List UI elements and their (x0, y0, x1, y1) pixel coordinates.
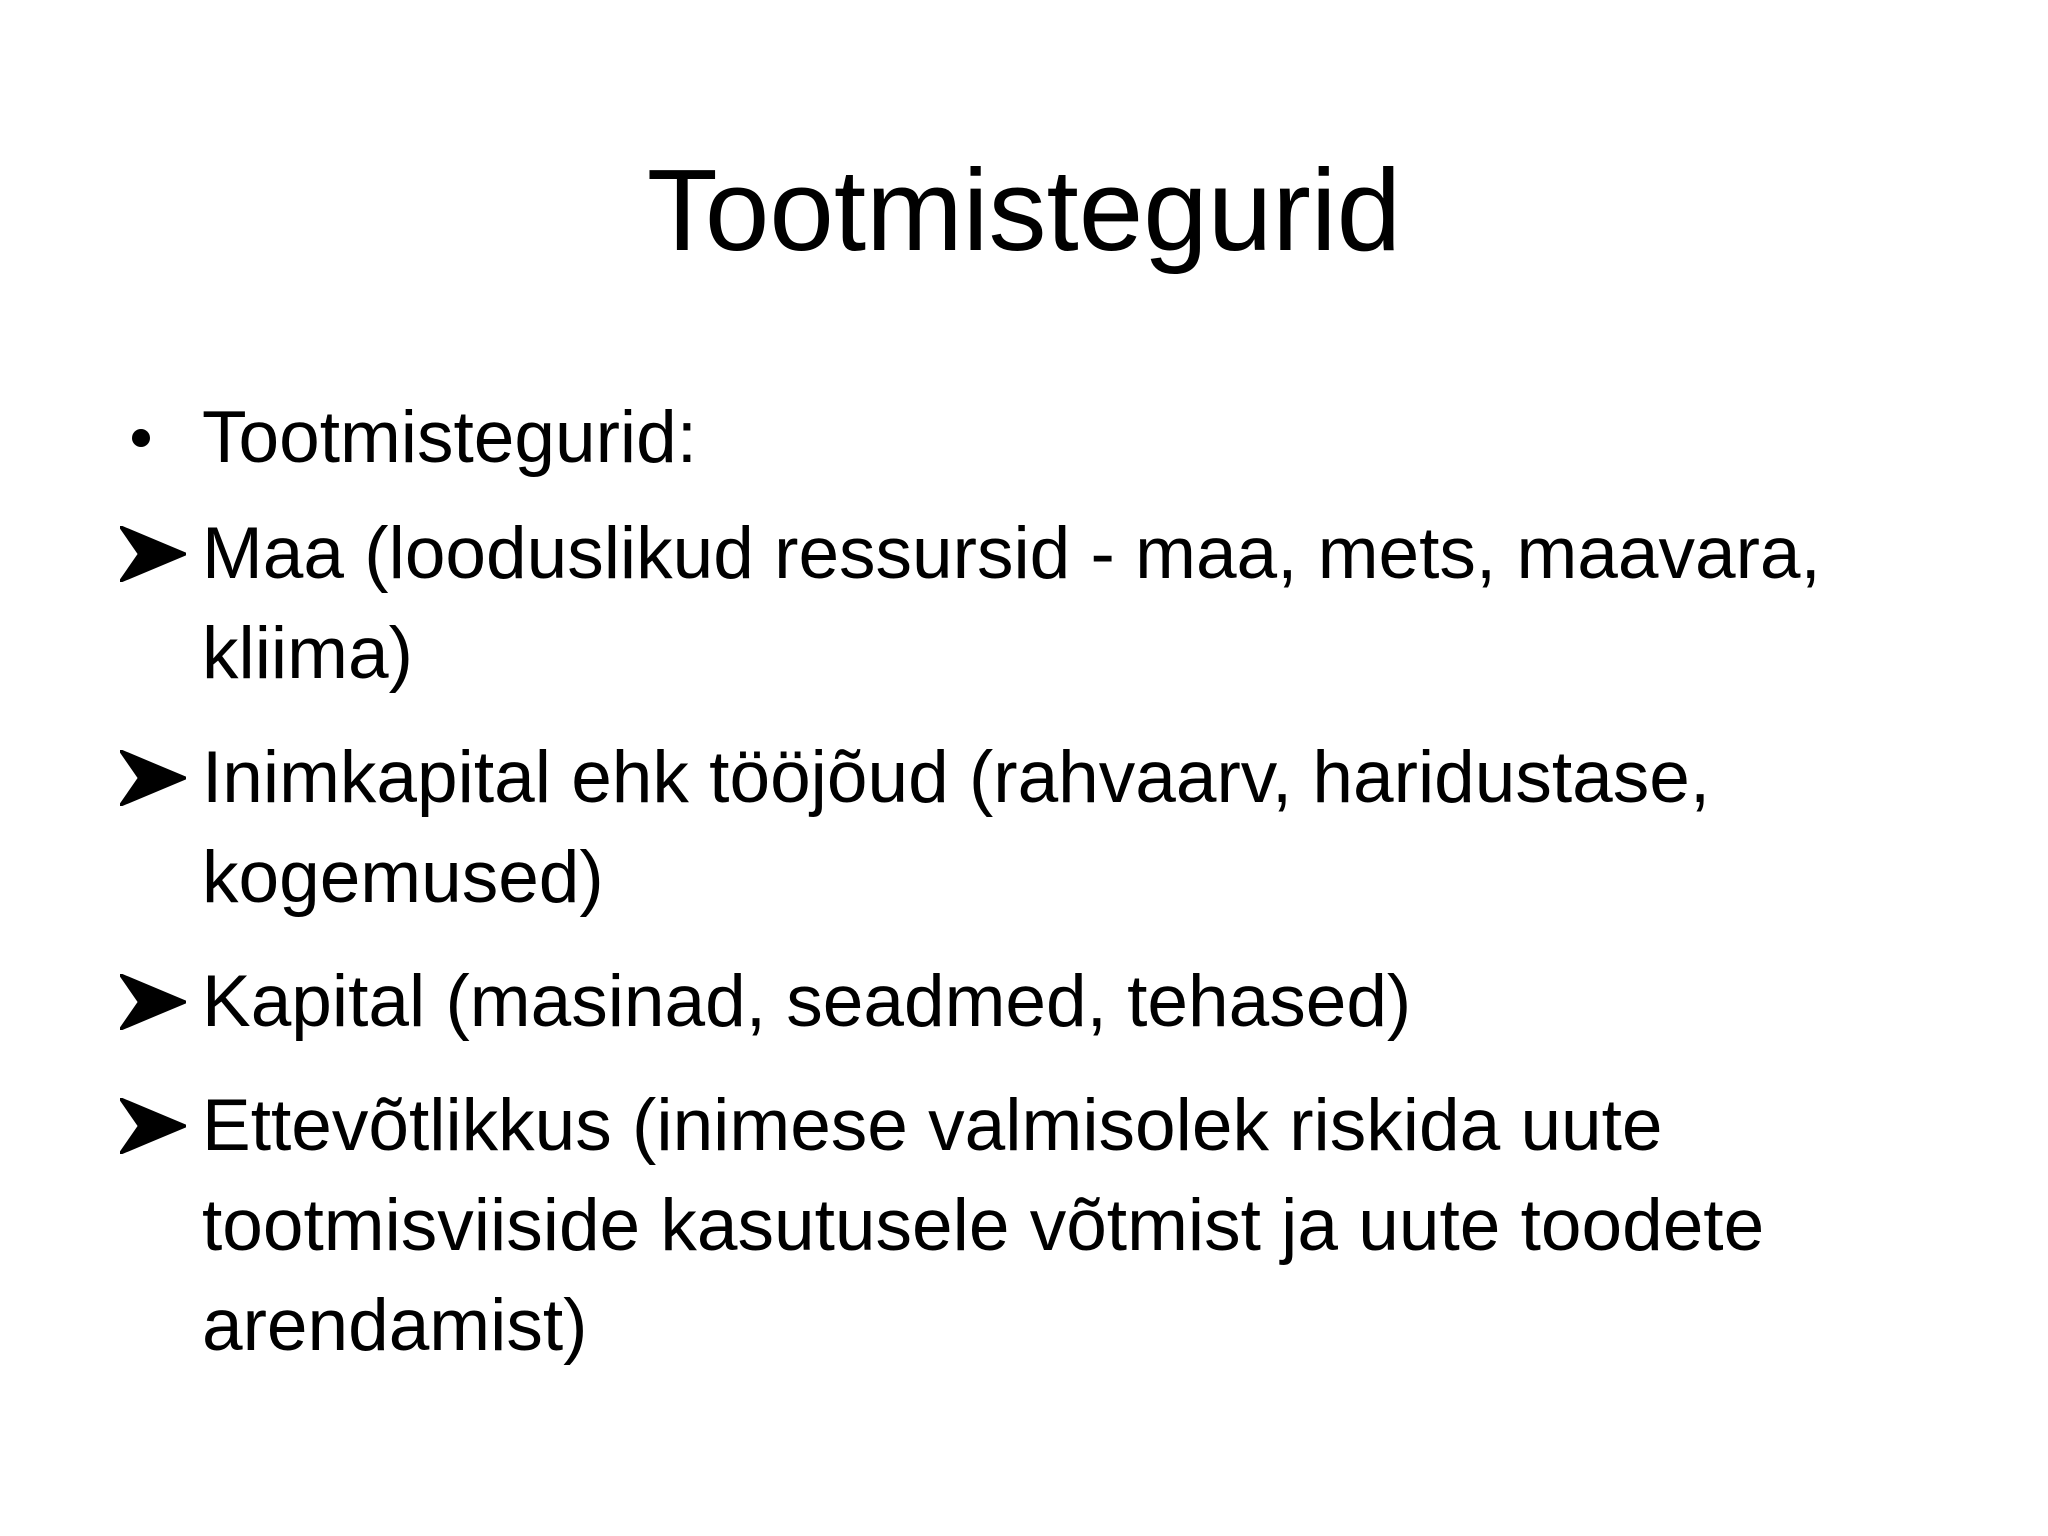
arrow-bullet-icon (120, 1076, 190, 1176)
list-item-text: Kapital (masinad, seadmed, tehased) (202, 961, 1412, 1042)
bullet-list (120, 388, 1960, 1400)
bullet-icon (120, 388, 190, 488)
slide-title: Tootmistegurid (646, 145, 1402, 275)
list-item (120, 728, 1960, 928)
list-item (120, 388, 1960, 488)
list-item-text: Inimkapital ehk tööjõud (rahvaarv, haridustase, kogemused) (202, 737, 1711, 918)
arrow-bullet-icon (120, 728, 190, 828)
arrow-bullet-icon (120, 952, 190, 1052)
list-item-text: Ettevõtlikkus (inimese valmisolek riskida uute tootmisviiside kasutusele võtmist ja uute toodete arendamist) (202, 1085, 1765, 1366)
list-item-text: Maa (looduslikud ressursid - maa, mets, maavara, kliima) (202, 513, 1821, 694)
list-item (120, 952, 1960, 1052)
list-item-text: Tootmistegurid: (202, 397, 697, 478)
list-item (120, 1076, 1960, 1376)
arrow-bullet-icon (120, 504, 190, 604)
list-item (120, 504, 1960, 704)
